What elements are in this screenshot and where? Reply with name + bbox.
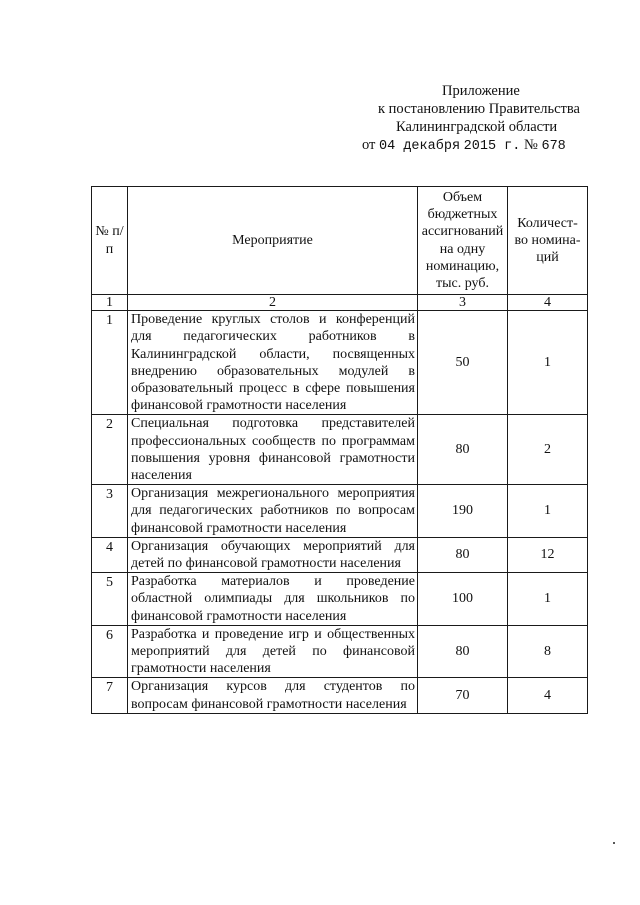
column-number: 1 — [92, 295, 128, 311]
table-header-row — [92, 187, 588, 295]
row-number: 3 — [92, 485, 128, 538]
appendix-title: Приложение — [442, 83, 520, 99]
row-budget: 70 — [418, 678, 508, 713]
table-row — [92, 311, 588, 415]
row-number: 6 — [92, 625, 128, 678]
row-number: 2 — [92, 415, 128, 485]
row-budget: 190 — [418, 485, 508, 538]
table-row — [92, 573, 588, 626]
row-count: 4 — [508, 678, 588, 713]
appendix-header — [360, 82, 600, 156]
decree-number: 678 — [541, 139, 566, 154]
row-event: Организация межрегионального мероприятия для педагогических работников по вопросам финансовой грамотности населения — [128, 485, 418, 538]
table-row — [92, 625, 588, 678]
appendix-date-line — [360, 136, 600, 156]
table-row — [92, 678, 588, 713]
appendix-reference: к постановлению Правительства — [378, 101, 580, 117]
row-budget: 80 — [418, 625, 508, 678]
table-row — [92, 537, 588, 572]
row-budget: 80 — [418, 537, 508, 572]
decree-year: 2015 г. — [463, 139, 521, 154]
row-event: Разработка и проведение игр и общественных мероприятий для детей по финансовой грамотности населения — [128, 625, 418, 678]
header-number: № п/п — [92, 187, 128, 295]
row-count: 12 — [508, 537, 588, 572]
row-number: 1 — [92, 311, 128, 415]
table-row — [92, 415, 588, 485]
date-prefix: от — [362, 137, 376, 153]
table-row — [92, 485, 588, 538]
scan-speck — [613, 842, 615, 844]
decree-date: 04 декабря — [379, 139, 461, 154]
row-number: 4 — [92, 537, 128, 572]
row-number: 7 — [92, 678, 128, 713]
row-count: 1 — [508, 573, 588, 626]
row-count: 8 — [508, 625, 588, 678]
header-count: Количест-во номина-ций — [508, 187, 588, 295]
row-event: Проведение круглых столов и конференций для педагогических работников в Калининградской области, посвященных внедрению образовательных модулей в образовательный процесс в сфере повышения финансовой грамотности населения — [128, 311, 418, 415]
column-number: 4 — [508, 295, 588, 311]
row-count: 1 — [508, 485, 588, 538]
row-budget: 100 — [418, 573, 508, 626]
row-event: Разработка материалов и проведение областной олимпиады для школьников по финансовой грамотности населения — [128, 573, 418, 626]
column-number: 3 — [418, 295, 508, 311]
appendix-region: Калининградской области — [396, 119, 558, 135]
row-count: 1 — [508, 311, 588, 415]
row-budget: 50 — [418, 311, 508, 415]
row-event: Специальная подготовка представителей профессиональных сообществ по программам повышения уровня финансовой грамотности населения — [128, 415, 418, 485]
row-event: Организация курсов для студентов по вопросам финансовой грамотности населения — [128, 678, 418, 713]
column-number: 2 — [128, 295, 418, 311]
header-budget: Объем бюджетных ассигнований на одну номинацию, тыс. руб. — [418, 187, 508, 295]
row-number: 5 — [92, 573, 128, 626]
events-table — [91, 186, 588, 714]
row-count: 2 — [508, 415, 588, 485]
number-sign: № — [524, 137, 538, 153]
header-event: Мероприятие — [128, 187, 418, 295]
column-number-row — [92, 295, 588, 311]
row-event: Организация обучающих мероприятий для детей по финансовой грамотности населения — [128, 537, 418, 572]
row-budget: 80 — [418, 415, 508, 485]
